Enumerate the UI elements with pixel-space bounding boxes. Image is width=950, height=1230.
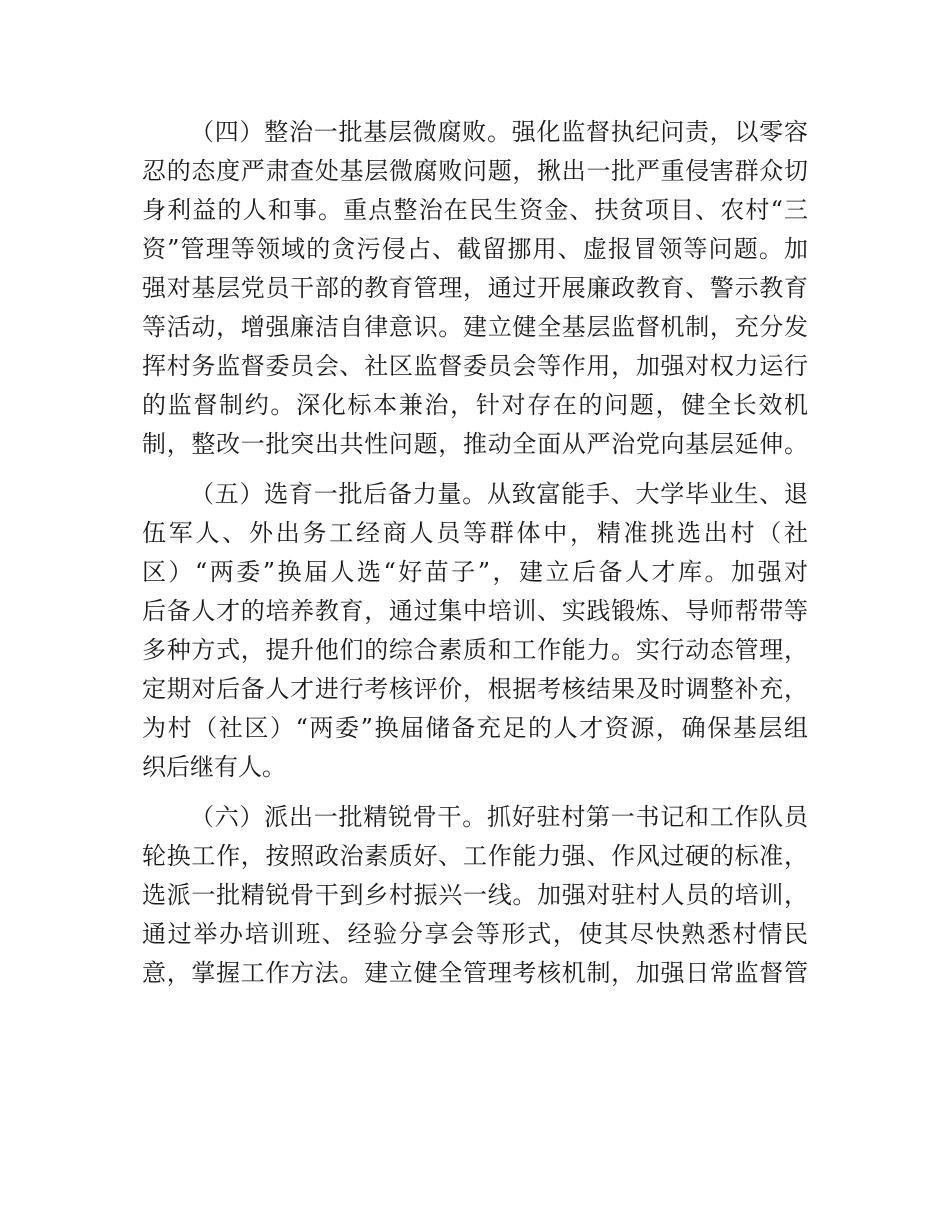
paragraph-line: 忍的态度严肃查处基层微腐败问题，揪出一批严重侵害群众切 xyxy=(142,157,808,185)
paragraph-line: 定期对后备人才进行考核评价，根据考核结果及时调整补充， xyxy=(142,675,808,703)
paragraph-section-5 xyxy=(142,475,808,787)
paragraph-line: 轮换工作，按照政治素质好、工作能力强、作风过硬的标准， xyxy=(142,842,808,870)
paragraph-line: （六）派出一批精锐骨干。抓好驻村第一书记和工作队员 xyxy=(190,803,808,831)
paragraph-line: 后备人才的培养教育，通过集中培训、实践锻炼、导师帮带等 xyxy=(142,597,808,625)
paragraph-line: 多种方式，提升他们的综合素质和工作能力。实行动态管理， xyxy=(142,636,808,664)
paragraph-line: 等活动，增强廉洁自律意识。建立健全基层监督机制，充分发 xyxy=(142,313,808,341)
paragraph-line: 挥村务监督委员会、社区监督委员会等作用，加强对权力运行 xyxy=(142,352,808,380)
paragraph-gap xyxy=(142,464,808,475)
paragraph-section-4 xyxy=(142,113,808,464)
paragraph-line: 伍军人、外出务工经商人员等群体中，精准挑选出村（社 xyxy=(142,519,808,547)
paragraph-line: 织后继有人。 xyxy=(142,753,286,781)
paragraph-section-6 xyxy=(142,798,808,993)
paragraph-line: 资”管理等领域的贪污侵占、截留挪用、虚报冒领等问题。加 xyxy=(142,235,808,263)
paragraph-line: 身利益的人和事。重点整治在民生资金、扶贫项目、农村“三 xyxy=(142,196,808,224)
paragraph-line: 区）“两委”换届人选“好苗子”，建立后备人才库。加强对 xyxy=(142,558,808,586)
paragraph-line: 意，掌握工作方法。建立健全管理考核机制，加强日常监督管 xyxy=(142,959,808,987)
paragraph-line: 强对基层党员干部的教育管理，通过开展廉政教育、警示教育 xyxy=(142,274,808,302)
paragraph-line: 选派一批精锐骨干到乡村振兴一线。加强对驻村人员的培训， xyxy=(142,881,808,909)
paragraph-line: 的监督制约。深化标本兼治，针对存在的问题，健全长效机 xyxy=(142,391,808,419)
paragraph-gap xyxy=(142,787,808,798)
paragraph-line: （四）整治一批基层微腐败。强化监督执纪问责，以零容 xyxy=(190,118,808,146)
paragraph-line: （五）选育一批后备力量。从致富能手、大学毕业生、退 xyxy=(190,480,808,508)
paragraph-line: 通过举办培训班、经验分享会等形式，使其尽快熟悉村情民 xyxy=(142,920,808,948)
document-body xyxy=(142,113,808,993)
paragraph-line: 为村（社区）“两委”换届储备充足的人才资源，确保基层组 xyxy=(142,714,808,742)
paragraph-line: 制，整改一批突出共性问题，推动全面从严治党向基层延伸。 xyxy=(142,430,808,458)
